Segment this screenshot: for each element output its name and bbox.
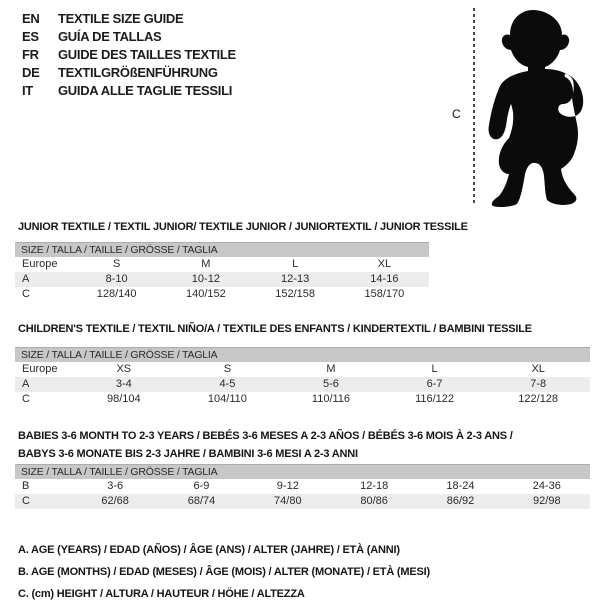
size-cell: 68/74: [187, 495, 216, 507]
language-row: [22, 10, 236, 28]
baby-silhouette-icon: [487, 8, 591, 208]
language-code: EN: [22, 11, 40, 26]
note-age-years: A. AGE (YEARS) / EDAD (AÑOS) / ÂGE (ANS) / ALTER (JAHRE) / ETÀ (ANNI): [18, 544, 400, 556]
row-label: A: [22, 378, 30, 390]
size-cell: 3-6: [107, 480, 124, 492]
language-title: GUIDA ALLE TAGLIE TESSILI: [58, 83, 233, 98]
section-heading-babies: [18, 427, 593, 463]
size-cell: 98/104: [106, 393, 141, 405]
size-cell: M: [326, 363, 336, 375]
size-cell: 4-5: [219, 378, 236, 390]
size-cell: 10-12: [191, 273, 220, 285]
size-cell: L: [292, 258, 299, 270]
size-cell: 128/140: [96, 288, 137, 300]
language-code: DE: [22, 65, 40, 80]
size-cell: 8-10: [105, 273, 128, 285]
language-title: GUÍA DE TALLAS: [58, 29, 162, 44]
size-cell: 92/98: [533, 495, 561, 507]
row-label: C: [22, 288, 30, 300]
language-title-list: [22, 10, 236, 100]
table-row: [15, 257, 429, 272]
table-row: [15, 272, 429, 287]
size-cell: 6-9: [193, 480, 210, 492]
note-height-cm: C. (cm) HEIGHT / ALTURA / HAUTEUR / HÖHE / ALTEZZA: [18, 588, 305, 600]
size-header-bar: SIZE / TALLA / TAILLE / GRÖSSE / TAGLIA: [15, 242, 429, 257]
height-dashed-line: [473, 8, 475, 206]
section-heading-babies-line1: BABIES 3-6 MONTH TO 2-3 YEARS / BEBÉS 3-6 MESES A 2-3 AÑOS / BÉBÉS 3-6 MOIS À 2-3 ANS /: [18, 430, 513, 442]
size-cell: XL: [531, 363, 545, 375]
size-cell: 18-24: [446, 480, 475, 492]
language-row: [22, 82, 236, 100]
table-row: [15, 377, 590, 392]
size-cell: 158/170: [364, 288, 405, 300]
row-label: Europe: [22, 363, 58, 375]
size-cell: 12-13: [281, 273, 310, 285]
language-title: TEXTILGRÖßENFÜHRUNG: [58, 65, 218, 80]
row-label: C: [22, 393, 30, 405]
size-cell: S: [112, 258, 121, 270]
table-row: [15, 392, 590, 407]
language-title: GUIDE DES TAILLES TEXTILE: [58, 47, 236, 62]
size-header-bar: SIZE / TALLA / TAILLE / GRÖSSE / TAGLIA: [15, 464, 590, 479]
size-cell: 116/122: [415, 393, 455, 405]
size-cell: XS: [116, 363, 132, 375]
section-heading-babies-line2: BABYS 3-6 MONATE BIS 2-3 JAHRE / BAMBINI 3-6 MESI A 2-3 ANNI: [18, 448, 358, 460]
legend-notes: [18, 539, 430, 600]
size-cell: 6-7: [426, 378, 443, 390]
height-label-c: C: [452, 107, 461, 121]
size-cell: 74/80: [274, 495, 302, 507]
row-label: Europe: [22, 258, 58, 270]
size-table-babies: [15, 464, 590, 509]
size-cell: 7-8: [530, 378, 547, 390]
language-row: [22, 46, 236, 64]
size-cell: 5-6: [323, 378, 339, 390]
size-cell: 86/92: [446, 495, 475, 507]
table-row: [15, 362, 590, 377]
language-code: FR: [22, 47, 39, 62]
size-cell: 3-4: [115, 378, 132, 390]
size-cell: S: [223, 363, 232, 375]
size-cell: 152/158: [275, 288, 315, 300]
size-cell: 12-18: [360, 480, 389, 492]
table-row: [15, 479, 590, 494]
language-row: [22, 28, 236, 46]
size-cell: 24-36: [532, 480, 561, 492]
language-row: [22, 64, 236, 82]
section-heading-children: CHILDREN'S TEXTILE / TEXTIL NIÑO/A / TEXTILE DES ENFANTS / KINDERTEXTIL / BAMBINI TESSILE: [18, 323, 532, 335]
size-table-junior: [15, 242, 429, 302]
size-cell: 110/116: [311, 393, 351, 405]
row-label: C: [22, 495, 30, 507]
size-cell: 14-16: [370, 273, 399, 285]
row-label: A: [22, 273, 30, 285]
size-cell: 122/128: [518, 393, 559, 405]
size-cell: 140/152: [185, 288, 226, 300]
size-cell: M: [201, 258, 211, 270]
size-cell: 80/86: [360, 495, 388, 507]
size-table-children: [15, 347, 590, 407]
table-row: [15, 287, 429, 302]
table-row: [15, 494, 590, 509]
size-cell: XL: [377, 258, 392, 270]
size-cell: 9-12: [276, 480, 299, 492]
size-cell: 62/68: [101, 495, 129, 507]
size-cell: L: [431, 363, 438, 375]
language-code: IT: [22, 83, 33, 98]
size-header-bar: SIZE / TALLA / TAILLE / GRÖSSE / TAGLIA: [15, 347, 590, 362]
language-code: ES: [22, 29, 39, 44]
note-age-months: B. AGE (MONTHS) / EDAD (MESES) / ÂGE (MOIS) / ALTER (MONATE) / ETÀ (MESI): [18, 566, 430, 578]
size-cell: 104/110: [207, 393, 247, 405]
section-heading-junior: JUNIOR TEXTILE / TEXTIL JUNIOR/ TEXTILE JUNIOR / JUNIORTEXTIL / JUNIOR TESSILE: [18, 221, 468, 233]
row-label: B: [22, 480, 30, 492]
language-title: TEXTILE SIZE GUIDE: [58, 11, 184, 26]
